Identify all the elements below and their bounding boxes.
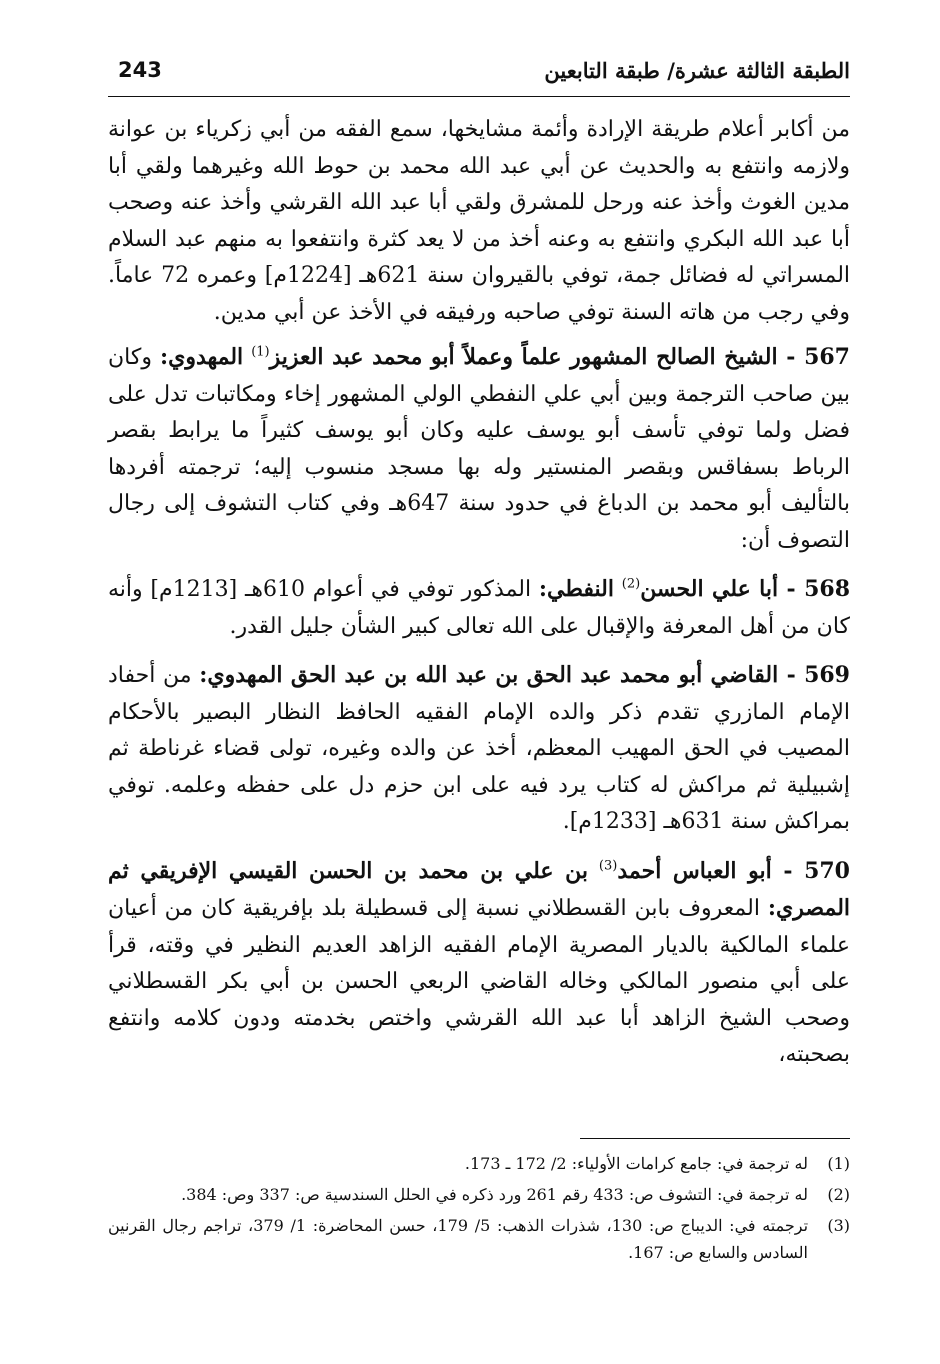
header-rule (108, 96, 850, 97)
footnote-ref: (2) (621, 576, 641, 592)
footnote-number: (2) (827, 1185, 850, 1204)
entry-heading: 567 - الشيخ الصالح المشهور علماً وعملاً أبو محمد عبد العزيز (269, 344, 850, 370)
main-text (108, 112, 850, 1086)
entry-heading: 570 - أبو العباس أحمد (617, 857, 850, 884)
footnote-number: (3) (827, 1216, 850, 1235)
entry-text: المعروف بابن القسطلاني نسبة إلى قسطيلة بلد بإفريقية كان من أعيان علماء المالكية بالديار المصرية الإمام الفقيه الزاهد العديم النظير في وقته، قرأ على أبي منصور المالكي وخاله القاضي الربعي الحسن بن أبي بكر القسطلاني وصحب الشيخ الزاهد أبا عبد الله القرشي واختص بخدمته ودون كلامه وانتفع بصحبته، (108, 896, 850, 1067)
footnote-ref: (1) (251, 344, 270, 360)
entry-heading-cont: بن علي بن محمد بن الحسن القيسي الإفريقي ثم المصري: (108, 857, 851, 921)
entry-569 (108, 657, 850, 841)
entry-text: وكان بين صاحب الترجمة وبين أبي علي النفطي الولي المشهور إخاء ومكاتبات تدل على فضل ولما توفي تأسف أبو يوسف عليه وكان أبو يوسف كثيراً ما يرابط بقصر الرباط بسفاقس وبقصر المنستير وله بها مسجد منسوب إليه؛ ترجمته أفردها بالتأليف أبو محمد بن الدباغ في حدود سنة 647هـ وفي كتاب التشوف إلى رجال التصوف أن: (108, 345, 850, 553)
entry-text: من أحفاد الإمام المازري تقدم ذكر والده الإمام الفقيه الحافظ النظار البصير بالأحكام المصيب في الحق المهيب المعظم، أخذ عن والده وغيره، تولى قضاء غرناطة ثم إشبيلية ثم مراكش له كتاب يرد فيه على ابن حزم دل على حفظه وعلمه. توفي بمراكش سنة 631هـ [1233م]. (108, 663, 850, 834)
paragraph-continuation (108, 112, 850, 331)
page-header (108, 56, 850, 92)
footnotes (108, 1150, 850, 1270)
entry-text: المذكور توفي في أعوام 610هـ [1213م] وأنه كان من أهل المعرفة والإقبال على الله تعالى كبير الشأن جليل القدر. (108, 577, 850, 639)
entry-heading: 569 - القاضي أبو محمد عبد الحق بن عبد الله بن عبد الحق المهدوي: (199, 662, 850, 688)
running-title: الطبقة الثالثة عشرة/ طبقة التابعين (544, 58, 850, 83)
entry-heading: 568 - أبا علي الحسن (640, 576, 851, 602)
page-number: 243 (118, 58, 162, 82)
footnote-text: ترجمته في: الديباج ص: 130، شذرات الذهب: 5/ 179، حسن المحاضرة: 1/ 379، تراجم رجال القرنين السادس والسابع ص: 167. (108, 1216, 809, 1262)
entry-heading-cont: النفطي: (538, 576, 614, 602)
footnote-ref: (3) (598, 858, 618, 874)
entry-568 (108, 571, 850, 645)
footnote-rule (580, 1138, 850, 1139)
footnote-item (108, 1212, 850, 1266)
entry-567 (108, 339, 850, 559)
footnote-text: له ترجمة في: التشوف ص: 433 رقم 261 ورد ذكره في الحلل السندسية ص: 337 وص: 384. (181, 1185, 808, 1204)
entry-570 (108, 853, 850, 1074)
footnote-item (108, 1181, 850, 1208)
entry-heading-cont: المهدوي: (159, 344, 244, 370)
footnote-number: (1) (827, 1154, 850, 1173)
footnote-text: له ترجمة في: جامع كرامات الأولياء: 2/ 172 ـ 173. (464, 1154, 808, 1173)
paragraph-text: من أكابر أعلام طريقة الإرادة وأئمة مشايخها، سمع الفقه من أبي زكرياء بن عوانة ولازمه وانتفع به والحديث عن أبي عبد الله محمد بن حوط الله وغيرهما ولقي أبا مدين الغوث وأخذ عنه ورحل للمشرق ولقي أبا عبد الله القرشي وأخذ عنه وصحب أبا عبد الله البكري وانتفع به وعنه أخذ من لا يعد كثرة وانتفعوا به منهم عبد السلام المسراتي له فضائل جمة، توفي بالقيروان سنة 621هـ [1224م] وعمره 72 عاماً. وفي رجب من هاته السنة توفي صاحبه ورفيقه في الأخذ عن أبي مدين. (108, 117, 851, 325)
footnote-item (108, 1150, 850, 1177)
